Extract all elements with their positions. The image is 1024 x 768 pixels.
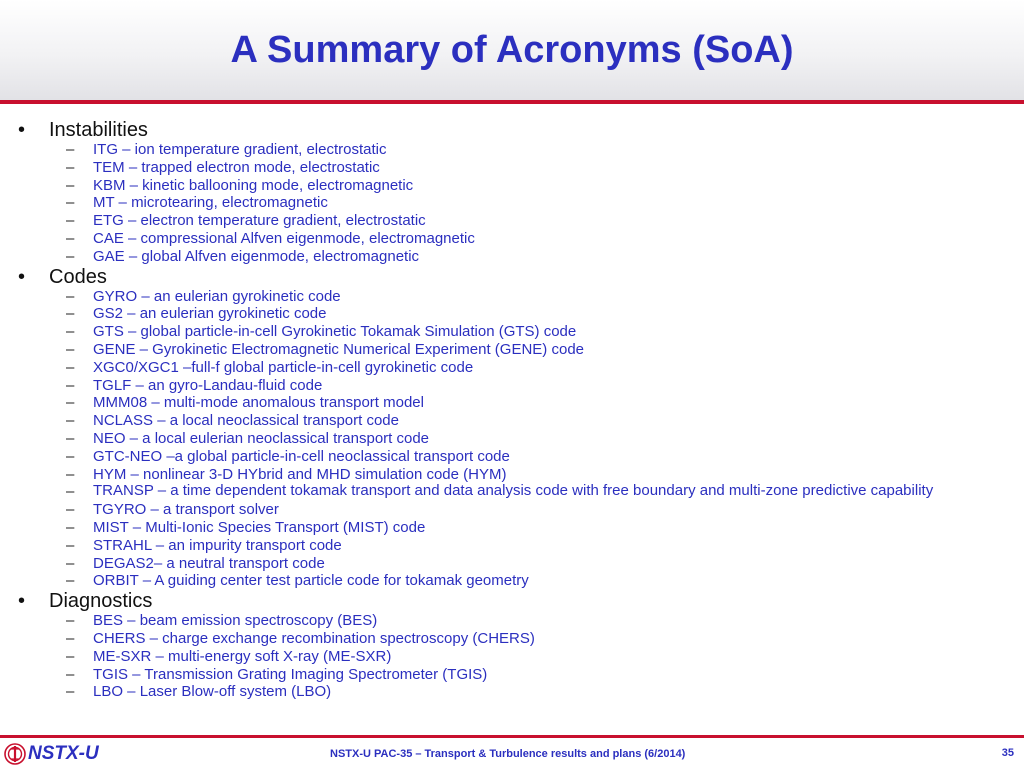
list-item (0, 537, 1024, 555)
bullet-icon: • (18, 119, 26, 141)
list-item-text: NCLASS – a local neoclassical transport code (93, 412, 399, 430)
dash-icon: – (66, 412, 75, 430)
section-title: Instabilities (49, 119, 148, 141)
section-heading (0, 119, 1024, 141)
list-item-text: CHERS – charge exchange recombination spectroscopy (CHERS) (93, 629, 535, 647)
list-item-text: XGC0/XGC1 –full-f global particle-in-cell gyrokinetic code (93, 358, 474, 376)
list-item-text: STRAHL – an impurity transport code (93, 536, 342, 554)
list-item-text: ETG – electron temperature gradient, electrostatic (93, 212, 426, 230)
list-item (0, 212, 1024, 230)
dash-icon: – (66, 158, 75, 176)
section-heading (0, 590, 1024, 612)
dash-icon: – (66, 447, 75, 465)
dash-icon: – (66, 683, 75, 701)
dash-icon: – (66, 376, 75, 394)
list-item (0, 572, 1024, 590)
dash-icon: – (66, 629, 75, 647)
list-item (0, 519, 1024, 537)
list-item-text: MMM08 – multi-mode anomalous transport model (93, 394, 424, 412)
list-item (0, 141, 1024, 159)
list-item-text: GYRO – an eulerian gyrokinetic code (93, 287, 341, 305)
dash-icon: – (66, 176, 75, 194)
page-number: 35 (1001, 747, 1014, 759)
list-item (0, 666, 1024, 684)
slide-header (0, 0, 1024, 100)
section-title: Diagnostics (49, 590, 153, 613)
dash-icon: – (66, 340, 75, 358)
list-item-text: MIST – Multi-Ionic Species Transport (MIST) code (93, 518, 426, 536)
section-heading (0, 266, 1024, 288)
dash-icon: – (66, 305, 75, 323)
list-item (0, 430, 1024, 448)
list-item (0, 288, 1024, 306)
dash-icon: – (66, 287, 75, 305)
list-item-text: GENE – Gyrokinetic Electromagnetic Numerical Experiment (GENE) code (93, 340, 585, 358)
list-item (0, 412, 1024, 430)
slide-title: A Summary of Acronyms (SoA) (230, 29, 794, 71)
list-item (0, 483, 1024, 501)
list-item-text: TEM – trapped electron mode, electrostatic (93, 158, 380, 176)
list-item-text: KBM – kinetic ballooning mode, electromagnetic (93, 176, 414, 194)
list-item (0, 323, 1024, 341)
section-diagnostics (0, 590, 1024, 701)
dash-icon: – (66, 323, 75, 341)
brand-name: NSTX-U (28, 743, 99, 764)
list-item (0, 501, 1024, 519)
list-item-text: BES – beam emission spectroscopy (BES) (93, 612, 378, 630)
dash-icon: – (66, 194, 75, 212)
header-divider (0, 100, 1024, 104)
bullet-icon: • (18, 265, 26, 288)
list-item (0, 648, 1024, 666)
list-item (0, 612, 1024, 630)
dash-icon: – (66, 358, 75, 376)
list-item-text: TGYRO – a transport solver (93, 501, 279, 519)
list-item (0, 630, 1024, 648)
list-item (0, 377, 1024, 395)
list-item-text: TGLF – an gyro-Landau-fluid code (93, 376, 323, 394)
section-codes (0, 266, 1024, 591)
list-item (0, 466, 1024, 484)
list-item (0, 194, 1024, 212)
dash-icon: – (66, 141, 75, 158)
dash-icon: – (66, 536, 75, 554)
dash-icon: – (66, 612, 75, 630)
section-title: Codes (49, 265, 107, 288)
list-item (0, 177, 1024, 195)
dash-icon: – (66, 429, 75, 447)
dash-icon: – (66, 501, 75, 519)
slide-footer (0, 738, 1024, 768)
dash-icon: – (66, 212, 75, 230)
list-item-text: ITG – ion temperature gradient, electrostatic (93, 141, 387, 158)
list-item (0, 341, 1024, 359)
list-item (0, 448, 1024, 466)
list-item (0, 230, 1024, 248)
nstx-logo-icon (4, 743, 26, 765)
list-item-text: DEGAS2– a neutral transport code (93, 554, 325, 572)
dash-icon: – (66, 572, 75, 590)
list-item-text: GTC-NEO –a global particle-in-cell neoclassical transport code (93, 447, 510, 465)
dash-icon: – (66, 518, 75, 536)
list-item-text: GS2 – an eulerian gyrokinetic code (93, 305, 327, 323)
dash-icon: – (66, 554, 75, 572)
list-item (0, 248, 1024, 266)
footer-caption: NSTX-U PAC-35 – Transport & Turbulence results and plans (6/2014) (330, 748, 686, 760)
dash-icon: – (66, 247, 75, 265)
list-item (0, 159, 1024, 177)
list-item-text: MT – microtearing, electromagnetic (93, 194, 328, 212)
bullet-icon: • (18, 590, 26, 613)
list-item (0, 305, 1024, 323)
dash-icon: – (66, 647, 75, 665)
dash-icon: – (66, 483, 75, 501)
dash-icon: – (66, 229, 75, 247)
dash-icon: – (66, 394, 75, 412)
list-item-text: NEO – a local eulerian neoclassical transport code (93, 429, 430, 447)
list-item (0, 683, 1024, 701)
list-item (0, 555, 1024, 573)
list-item-text: TGIS – Transmission Grating Imaging Spectrometer (TGIS) (93, 665, 488, 683)
list-item-text: ORBIT – A guiding center test particle code for tokamak geometry (93, 572, 529, 590)
acronym-list (0, 119, 1024, 701)
dash-icon: – (66, 465, 75, 483)
list-item-text: GAE – global Alfven eigenmode, electromagnetic (93, 247, 420, 265)
list-item (0, 359, 1024, 377)
list-item-text: LBO – Laser Blow-off system (LBO) (93, 683, 332, 701)
dash-icon: – (66, 665, 75, 683)
list-item (0, 394, 1024, 412)
list-item-text: TRANSP – a time dependent tokamak transport and data analysis code with free boundary and multi-zone predictive capability (93, 482, 934, 500)
list-item-text: CAE – compressional Alfven eigenmode, electromagnetic (93, 229, 475, 247)
list-item-text: ME-SXR – multi-energy soft X-ray (ME-SXR) (93, 647, 392, 665)
list-item-text: GTS – global particle-in-cell Gyrokinetic Tokamak Simulation (GTS) code (93, 323, 577, 341)
list-item-text: HYM – nonlinear 3-D HYbrid and MHD simulation code (HYM) (93, 465, 507, 483)
section-instabilities (0, 119, 1024, 266)
